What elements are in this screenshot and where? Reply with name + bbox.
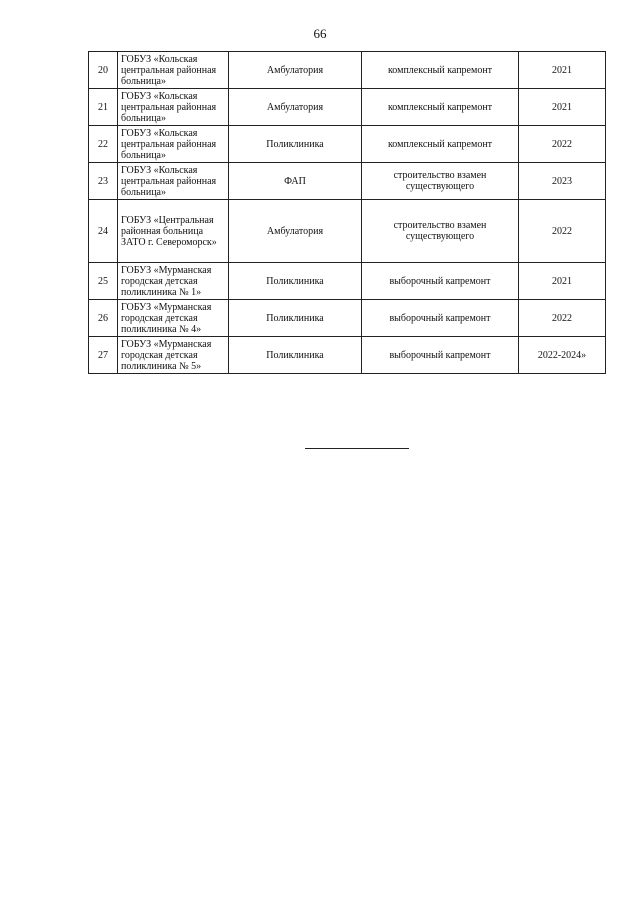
year-cell: 2021	[519, 52, 606, 89]
table-row	[89, 163, 606, 200]
end-of-document-divider	[305, 448, 409, 449]
row-number: 27	[89, 337, 118, 374]
row-number: 25	[89, 263, 118, 300]
facility-type-cell: Поликлиника	[229, 300, 362, 337]
year-cell: 2022	[519, 126, 606, 163]
organization-cell: ГОБУЗ «Мурманская городская детская поликлиника № 4»	[118, 300, 229, 337]
work-type-cell: выборочный капремонт	[362, 263, 519, 300]
organization-cell: ГОБУЗ «Кольская центральная районная больница»	[118, 89, 229, 126]
facility-type-cell: Амбулатория	[229, 200, 362, 263]
row-number: 24	[89, 200, 118, 263]
year-cell: 2023	[519, 163, 606, 200]
year-cell: 2022	[519, 200, 606, 263]
page-number: 66	[313, 26, 327, 41]
work-type-cell: выборочный капремонт	[362, 337, 519, 374]
year-cell: 2022-2024»	[519, 337, 606, 374]
work-type-cell: комплексный капремонт	[362, 126, 519, 163]
work-type-cell: выборочный капремонт	[362, 300, 519, 337]
organization-cell: ГОБУЗ «Мурманская городская детская поликлиника № 5»	[118, 337, 229, 374]
facilities-table	[88, 51, 606, 374]
organization-cell: ГОБУЗ «Кольская центральная районная больница»	[118, 52, 229, 89]
facility-type-cell: Амбулатория	[229, 52, 362, 89]
work-type-cell: строительство взамен существующего	[362, 200, 519, 263]
table-row	[89, 52, 606, 89]
table-row	[89, 263, 606, 300]
year-cell: 2021	[519, 263, 606, 300]
row-number: 21	[89, 89, 118, 126]
facility-type-cell: Поликлиника	[229, 263, 362, 300]
table-row	[89, 89, 606, 126]
year-cell: 2022	[519, 300, 606, 337]
organization-cell: ГОБУЗ «Мурманская городская детская поликлиника № 1»	[118, 263, 229, 300]
table-row	[89, 200, 606, 263]
organization-cell: ГОБУЗ «Центральная районная больница ЗАТО г. Североморск»	[118, 200, 229, 263]
facility-type-cell: Амбулатория	[229, 89, 362, 126]
work-type-cell: комплексный капремонт	[362, 89, 519, 126]
table-row	[89, 126, 606, 163]
table-row	[89, 300, 606, 337]
row-number: 20	[89, 52, 118, 89]
organization-cell: ГОБУЗ «Кольская центральная районная больница»	[118, 126, 229, 163]
row-number: 26	[89, 300, 118, 337]
year-cell: 2021	[519, 89, 606, 126]
facility-type-cell: Поликлиника	[229, 126, 362, 163]
facility-type-cell: Поликлиника	[229, 337, 362, 374]
work-type-cell: комплексный капремонт	[362, 52, 519, 89]
organization-cell: ГОБУЗ «Кольская центральная районная больница»	[118, 163, 229, 200]
work-type-cell: строительство взамен существующего	[362, 163, 519, 200]
facility-type-cell: ФАП	[229, 163, 362, 200]
table-row	[89, 337, 606, 374]
row-number: 23	[89, 163, 118, 200]
row-number: 22	[89, 126, 118, 163]
